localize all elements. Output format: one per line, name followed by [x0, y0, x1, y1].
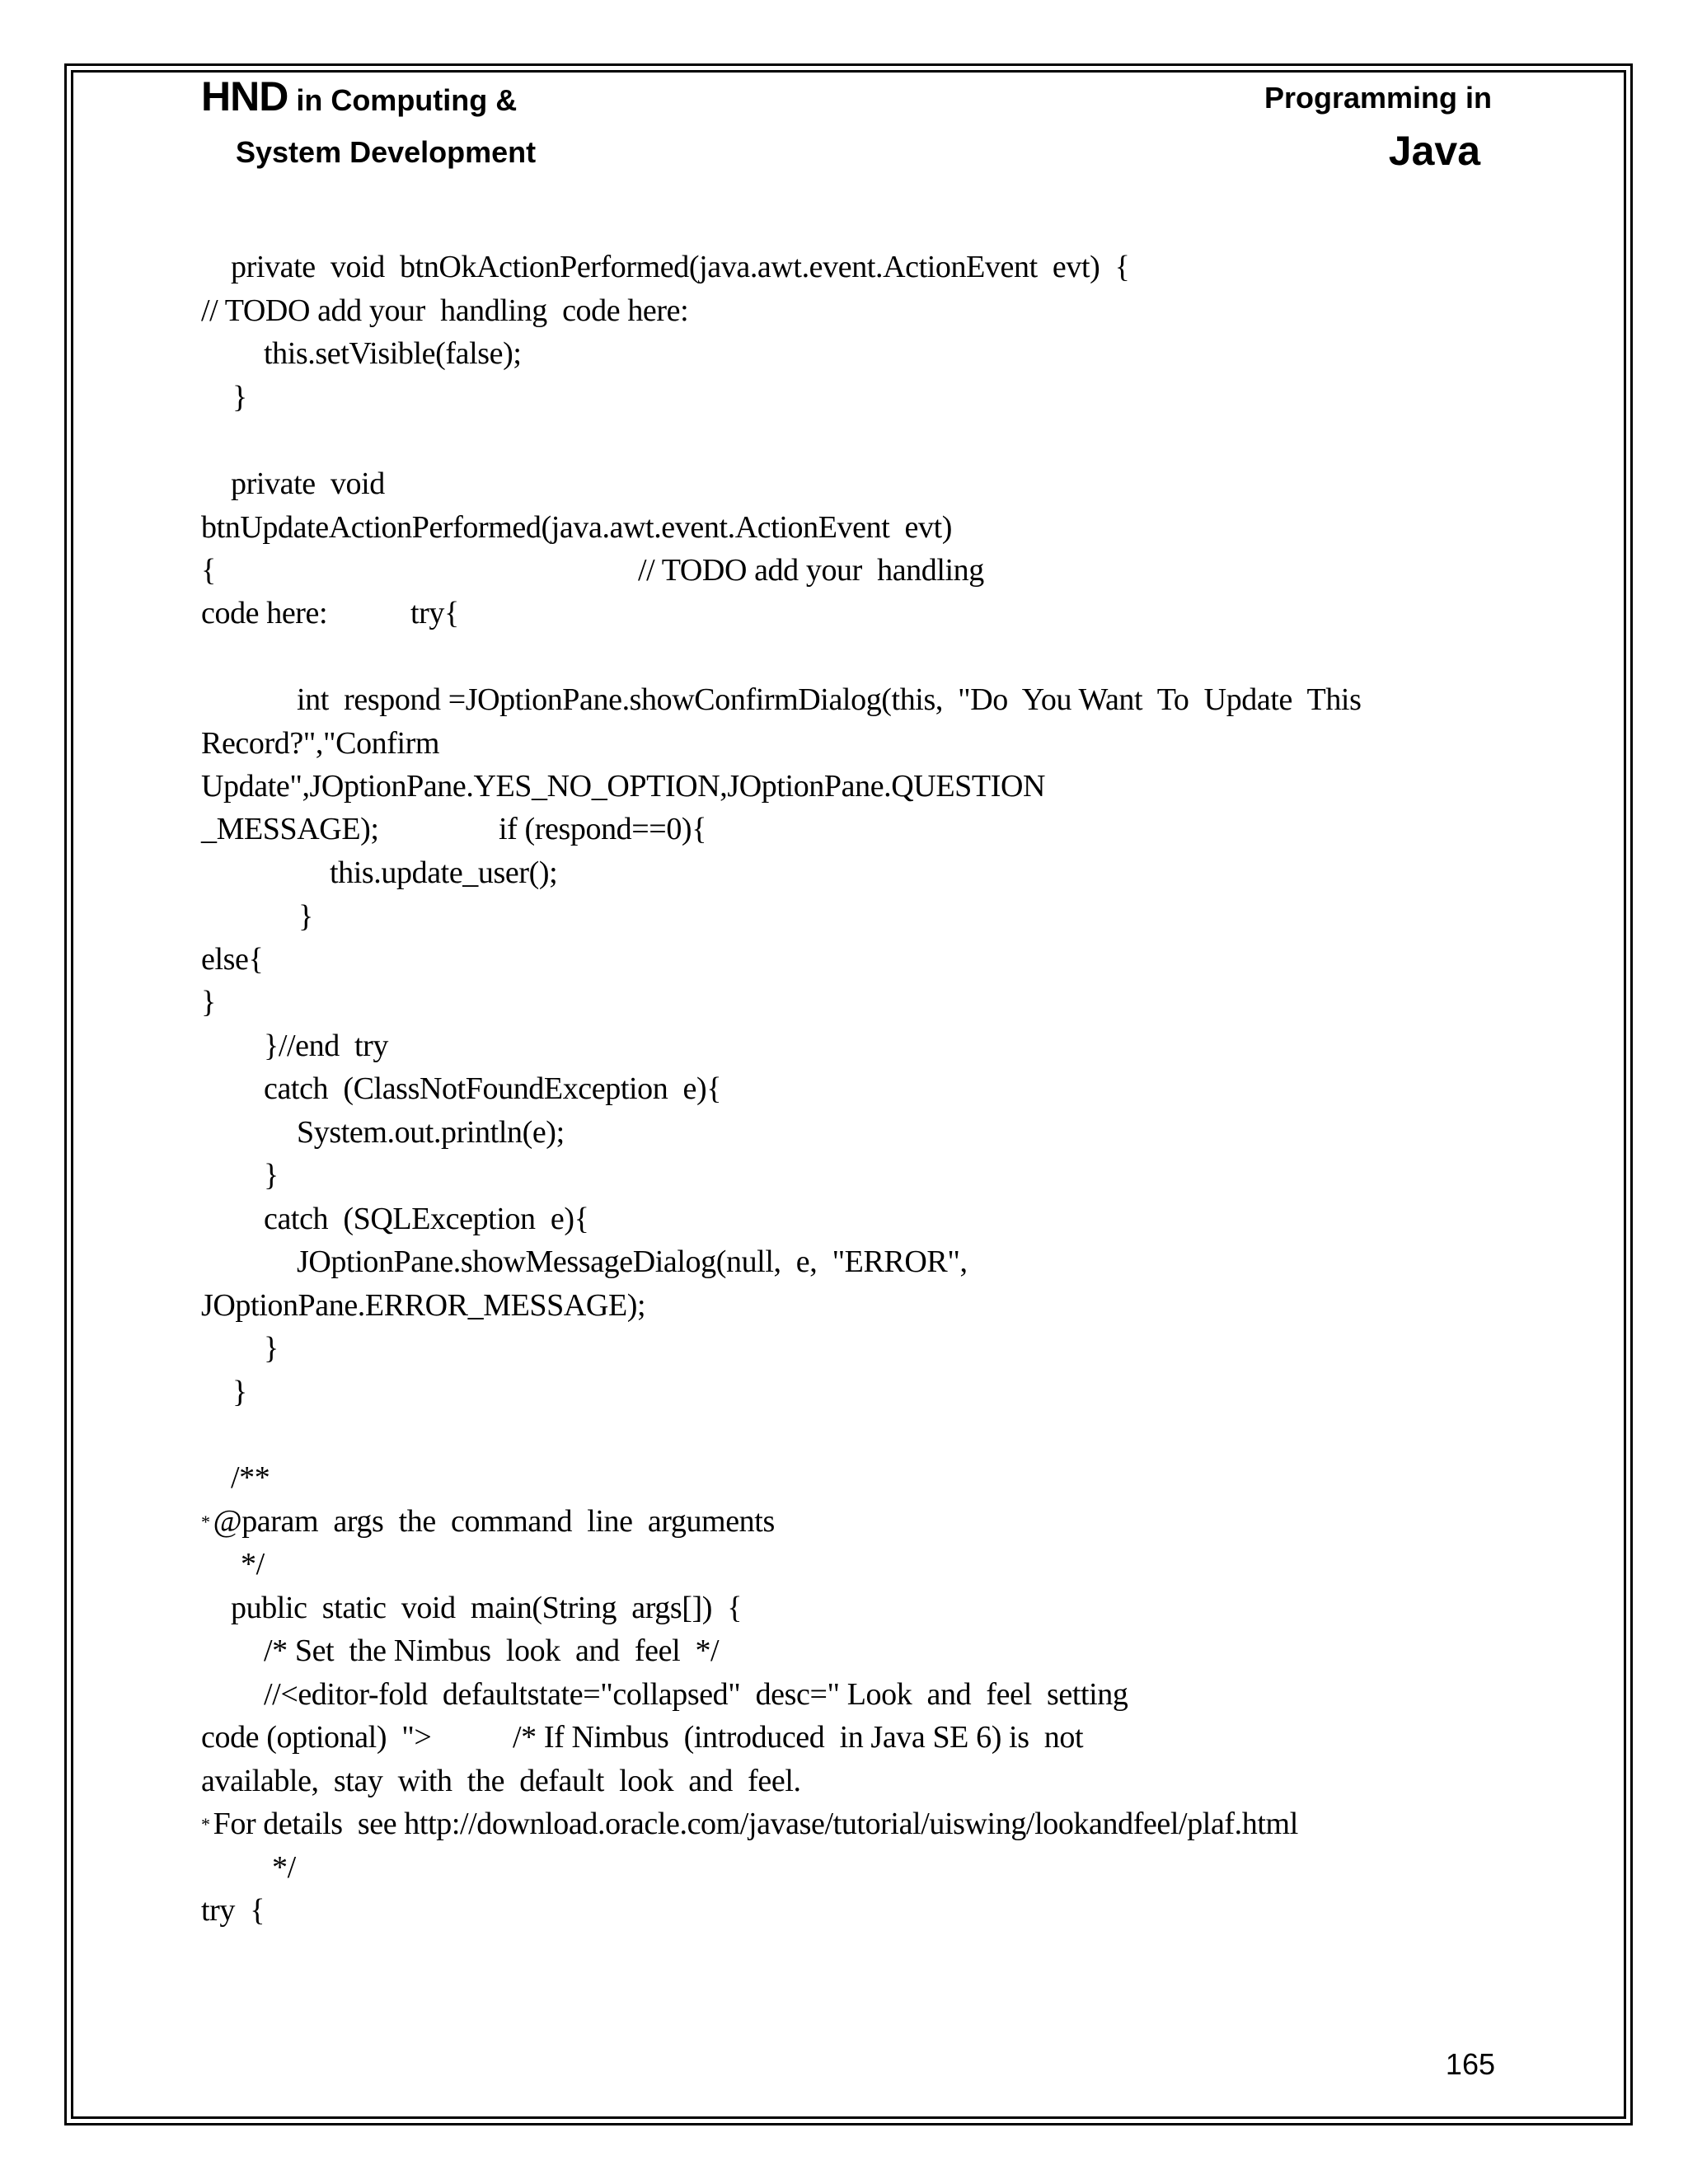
page-number: 165 [1445, 2047, 1495, 2081]
code-line: } [232, 380, 247, 415]
code-line: /** [231, 1460, 270, 1495]
code-line: try { [201, 1893, 265, 1928]
header-programming-in: Programming in [1264, 81, 1492, 115]
code-line: /* Set the Nimbus look and feel */ [264, 1633, 720, 1668]
code-line: private void btnOkActionPerformed(java.awt.event.ActionEvent evt) { [231, 250, 1130, 284]
code-line: { [201, 553, 216, 588]
code-line: available, stay with the default look and feel. [201, 1764, 801, 1798]
header-system-development: System Development [236, 135, 537, 169]
code-line: // TODO add your handling [638, 553, 984, 588]
code-line: System.out.println(e); [297, 1115, 565, 1150]
code-line: } [264, 1331, 279, 1366]
header-in-computing: in Computing & [296, 83, 518, 117]
code-line: } [298, 899, 313, 934]
code-line: catch (ClassNotFoundException e){ [264, 1071, 722, 1106]
code-line [201, 1503, 775, 1542]
header-course-line [201, 73, 517, 120]
code-line: int respond =JOptionPane.showConfirmDialog(this, "Do You Want To Update This [297, 682, 1362, 717]
code-line: }//end try [264, 1029, 389, 1063]
code-line: JOptionPane.ERROR_MESSAGE); [201, 1288, 646, 1323]
code-line-text: @param args the command line arguments [213, 1504, 775, 1539]
code-line: */ [241, 1547, 265, 1582]
code-line: /* If Nimbus (introduced in Java SE 6) is not [513, 1720, 1084, 1755]
bullet-star-icon: * [201, 1511, 210, 1533]
code-line: else{ [201, 942, 264, 977]
code-line: */ [272, 1850, 296, 1885]
code-line: Record?","Confirm [201, 726, 440, 761]
header-java: Java [1388, 128, 1480, 174]
code-line: try{ [410, 596, 459, 630]
code-line: catch (SQLException e){ [264, 1202, 589, 1236]
code-line: } [232, 1375, 247, 1409]
code-line: if (respond==0){ [499, 812, 707, 846]
bullet-star-icon: * [201, 1814, 210, 1835]
header-hnd: HND [201, 73, 288, 120]
code-line: this.setVisible(false); [264, 336, 522, 371]
code-line: public static void main(String args[]) { [231, 1591, 743, 1625]
code-line [201, 1806, 1298, 1844]
code-line: this.update_user(); [330, 855, 558, 890]
code-line: // TODO add your handling code here: [201, 293, 689, 328]
code-line: } [201, 985, 216, 1019]
code-line-text: For details see http://download.oracle.com/javase/tutorial/uiswing/lookandfeel/plaf.html [213, 1807, 1298, 1841]
code-line: JOptionPane.showMessageDialog(null, e, "ERROR", [297, 1244, 968, 1279]
code-line: btnUpdateActionPerformed(java.awt.event.ActionEvent evt) [201, 510, 953, 545]
code-line: code here: [201, 596, 328, 630]
code-line: Update",JOptionPane.YES_NO_OPTION,JOptionPane.QUESTION [201, 769, 1046, 804]
code-line: } [264, 1158, 279, 1193]
code-line: //<editor-fold defaultstate="collapsed" desc=" Look and feel setting [264, 1677, 1128, 1712]
code-line: _MESSAGE); [201, 812, 379, 846]
code-line: private void [231, 466, 385, 501]
code-line: code (optional) "> [201, 1720, 432, 1755]
